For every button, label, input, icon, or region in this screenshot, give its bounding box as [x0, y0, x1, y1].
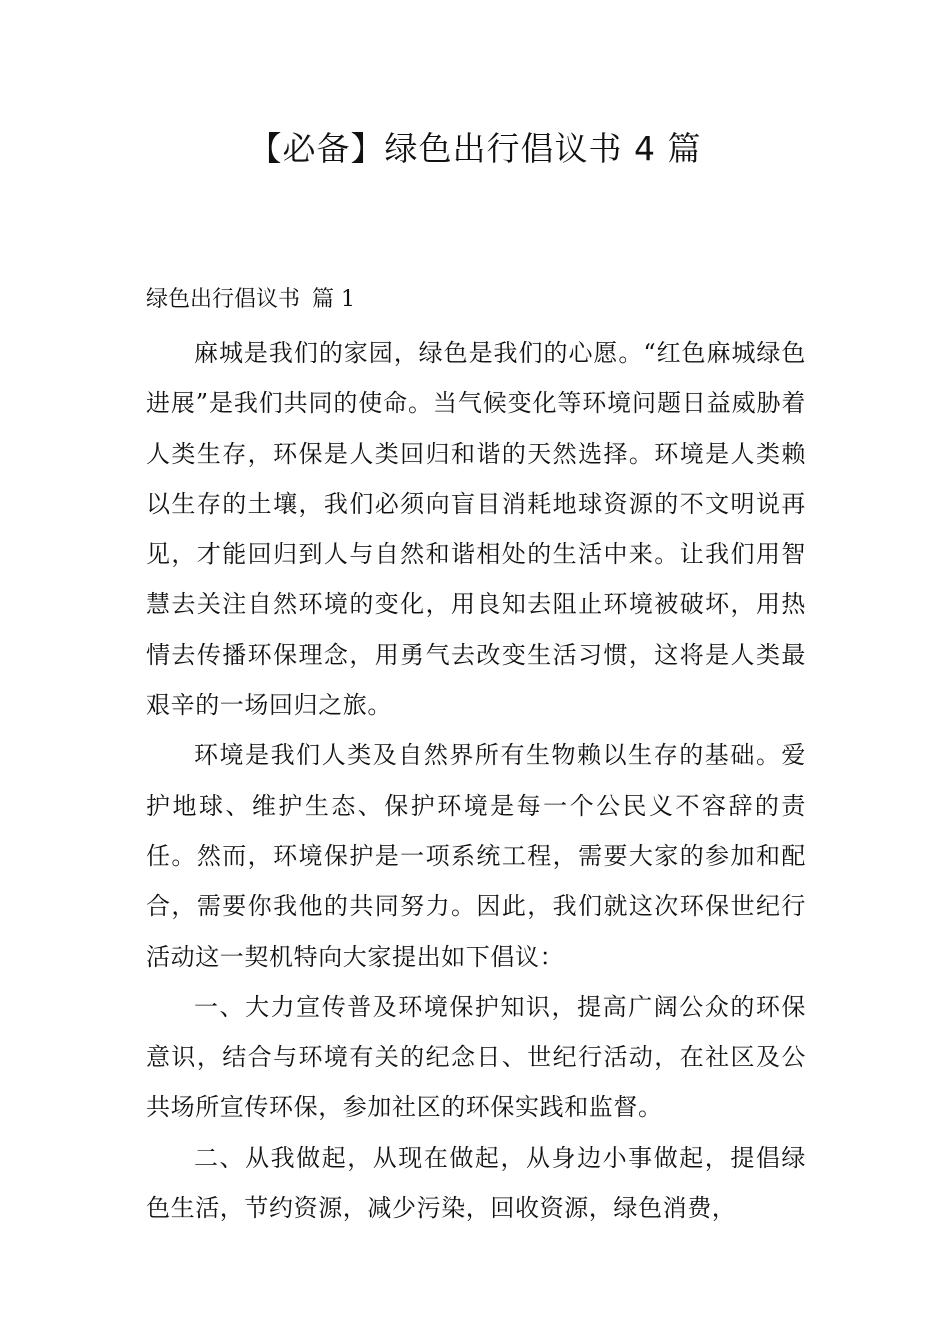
paragraph-2: 环境是我们人类及自然界所有生物赖以生存的基础。爱护地球、维护生态、保护环境是每一个公民义不容辞的责任。然而，环境保护是一项系统工程，需要大家的参加和配合，需要你我他的共同努力。因此，我们就这次环保世纪行活动这一契机特向大家提出如下倡议： — [146, 741, 806, 971]
paragraph-3: 一、大力宣传普及环境保护知识，提高广阔公众的环保意识，结合与环境有关的纪念日、世纪行活动，在社区及公共场所宣传环保，参加社区的环保实践和监督。 — [146, 992, 806, 1122]
paragraph-1: 麻城是我们的家园，绿色是我们的心愿。“红色麻城绿色进展”是我们共同的使命。当气候变化等环境问题日益威胁着人类生存，环保是人类回归和谐的天然选择。环境是人类赖以生存的土壤，我们必须向盲目消耗地球资源的不文明说再见，才能回归到人与自然和谐相处的生活中来。让我们用智慧去关注自然环境的变化，用良知去阻止环境被破坏，用热情去传播环保理念，用勇气去改变生活习惯，这将是人类最艰辛的一场回归之旅。 — [146, 339, 806, 720]
section-heading-text: 绿色出行倡议书 — [146, 287, 301, 312]
document-title: 【必备】绿色出行倡议书 4 篇 — [248, 129, 702, 168]
section-heading — [146, 280, 355, 320]
document-body — [146, 328, 806, 1233]
paragraph-4: 二、从我做起，从现在做起，从身边小事做起，提倡绿色生活，节约资源，减少污染，回收资源，绿色消费， — [146, 1143, 806, 1223]
section-part-label: 篇 1 — [312, 287, 356, 312]
